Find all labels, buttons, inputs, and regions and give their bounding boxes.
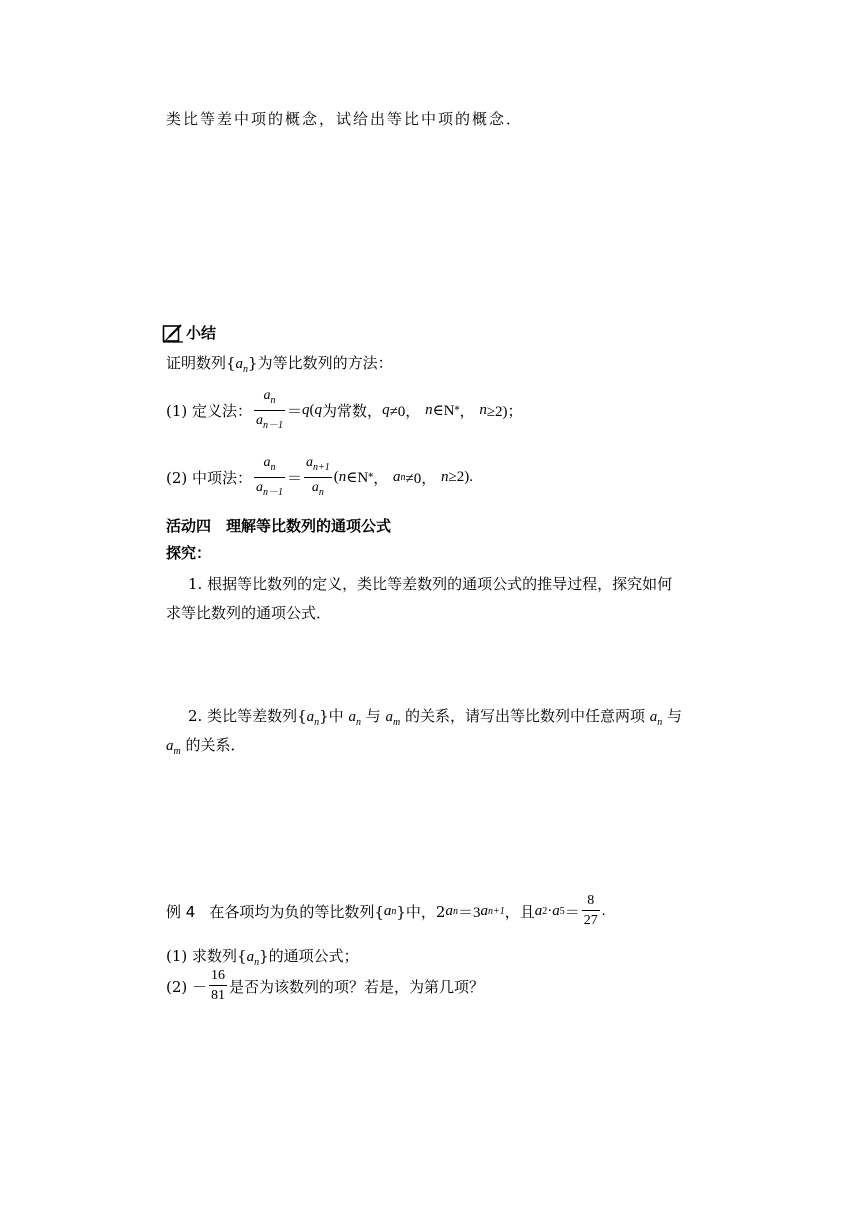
pencil-note-icon [162, 323, 184, 343]
ratio-fraction: $\frac{a_n}{a_{n-1}}$ [256, 388, 284, 431]
activity-title: 活动四 理解等比数列的通项公式 [166, 517, 392, 535]
summary-title: 小结 [186, 324, 217, 342]
example-4-statement: 例 4 在各项均为负的等比数列{ a n }中，2 a n ＝3 a n+1 ，且 a 2 · a 5 ＝ $\frac{8}{27}$ . [166, 893, 606, 928]
summary-heading [162, 322, 216, 343]
example-label: 例 4 [166, 902, 196, 921]
example-part-2: (2) － $\frac{16}{81}$ 是否为该数列的项？若是，为第几项？ [166, 968, 485, 1003]
summary-item-middle-term: (2) 中项法： $\frac{a_n}{a_{n-1}}$ ＝ $\frac{a_{n+1}}{a_n}$ ( n ∈N * ， a n ≠0， n ≥2). [166, 455, 473, 501]
question-1-line-2: 求等比数列的通项公式． [166, 604, 332, 622]
example-fraction: $\frac{8}{27}$ [583, 893, 598, 928]
question-2-line-1: 2. 类比等差数列$\{a_n\}$中 $a_n$ 与 $a_m$ 的关系，请写出等比数列中任意两项 $a_n$ 与 [188, 707, 683, 728]
ratio-fraction-left: $\frac{a_n}{a_{n-1}}$ [256, 455, 284, 498]
intro-line: 类比等差中项的概念，试给出等比中项的概念． [166, 110, 524, 128]
ratio-fraction-right: $\frac{a_{n+1}}{a_n}$ [306, 455, 330, 498]
part-2-fraction: $\frac{16}{81}$ [211, 968, 226, 1003]
explore-label: 探究： [166, 544, 212, 562]
summary-item-definition: (1) 定义法： $\frac{a_n}{a_{n-1}}$ ＝ q ( q 为常数， q ≠0， n ∈N * ， n ≥2)； [166, 388, 523, 434]
question-2-line-2: $a_m$ 的关系． [166, 736, 246, 757]
question-1-line-1: 1. 根据等比数列的定义，类比等差数列的通项公式的推导过程，探究如何 [188, 575, 673, 593]
summary-lead: 证明数列$\{a_n\}$为等比数列的方法： [166, 354, 393, 375]
example-part-1: (1) 求数列$\{a_n\}$的通项公式； [166, 947, 359, 968]
